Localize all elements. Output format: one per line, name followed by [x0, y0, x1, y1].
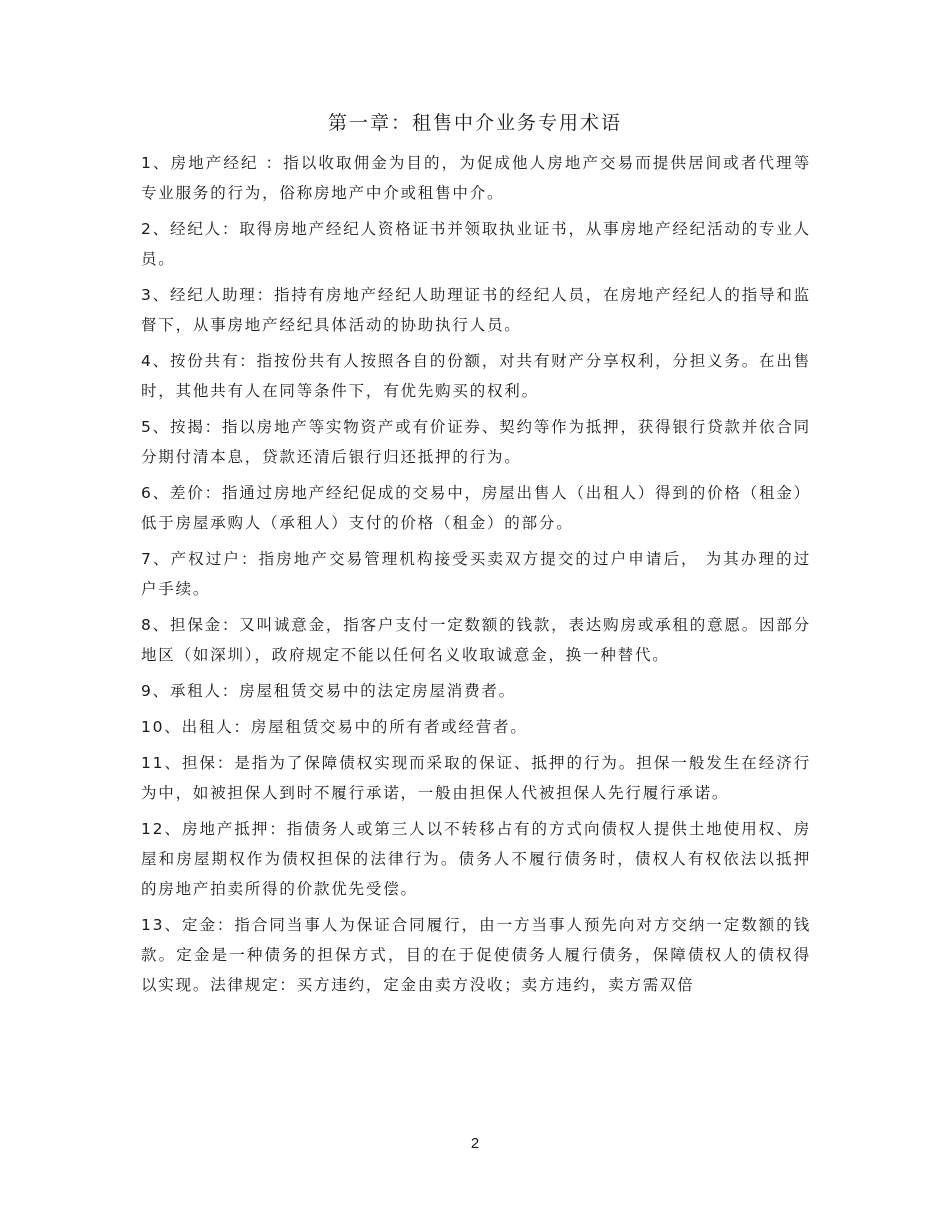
term-entry-10: 10、出租人：房屋租赁交易中的所有者或经营者。	[141, 718, 528, 736]
term-entry-5: 5、按揭：指以房地产等实物资产或有价证券、契约等作为抵押，获得银行贷款并依合同分期付清本息，贷款还清后银行归还抵押的行为。	[141, 418, 811, 466]
term-entry-3: 3、经纪人助理：指持有房地产经纪人助理证书的经纪人员，在房地产经纪人的指导和监督下，从事房地产经纪具体活动的协助执行人员。	[141, 286, 811, 334]
chapter-title: 第一章：租售中介业务专用术语	[327, 112, 622, 134]
term-entry-11: 11、担保：是指为了保障债权实现而采取的保证、抵押的行为。担保一般发生在经济行为中，如被担保人到时不履行承诺，一般由担保人代被担保人先行履行承诺。	[141, 754, 811, 802]
term-entry-6: 6、差价：指通过房地产经纪促成的交易中，房屋出售人（出租人）得到的价格（租金）低于房屋承购人（承租人）支付的价格（租金）的部分。	[141, 484, 811, 532]
term-entry-2: 2、经纪人：取得房地产经纪人资格证书并领取执业证书，从事房地产经纪活动的专业人员。	[141, 220, 811, 268]
term-entry-1: 1、房地产经纪 ：指以收取佣金为目的，为促成他人房地产交易而提供居间或者代理等专业服务的行为，俗称房地产中介或租售中介。	[141, 154, 811, 202]
term-entry-7: 7、产权过户：指房地产交易管理机构接受买卖双方提交的过户申请后， 为其办理的过户手续。	[141, 550, 811, 598]
term-entry-12: 12、房地产抵押：指债务人或第三人以不转移占有的方式向债权人提供土地使用权、房屋和房屋期权作为债权担保的法律行为。债务人不履行债务时，债权人有权依法以抵押的房地产拍卖所得的价款优先受偿。	[141, 820, 811, 898]
term-entry-4: 4、按份共有：指按份共有人按照各自的份额，对共有财产分享权利，分担义务。在出售时，其他共有人在同等条件下，有优先购买的权利。	[141, 352, 811, 400]
term-entry-13: 13、定金：指合同当事人为保证合同履行，由一方当事人预先向对方交纳一定数额的钱款。定金是一种债务的担保方式，目的在于促使债务人履行债务，保障债权人的债权得以实现。法律规定：买方违约，定金由卖方没收；卖方违约，卖方需双倍	[141, 916, 811, 994]
term-entry-9: 9、承租人：房屋租赁交易中的法定房屋消费者。	[141, 682, 516, 700]
term-list	[141, 148, 811, 1006]
term-entry-8: 8、担保金：又叫诚意金，指客户支付一定数额的钱款，表达购房或承租的意愿。因部分地区（如深圳），政府规定不能以任何名义收取诚意金，换一种替代。	[141, 616, 811, 664]
page-number: 2	[470, 1135, 480, 1152]
